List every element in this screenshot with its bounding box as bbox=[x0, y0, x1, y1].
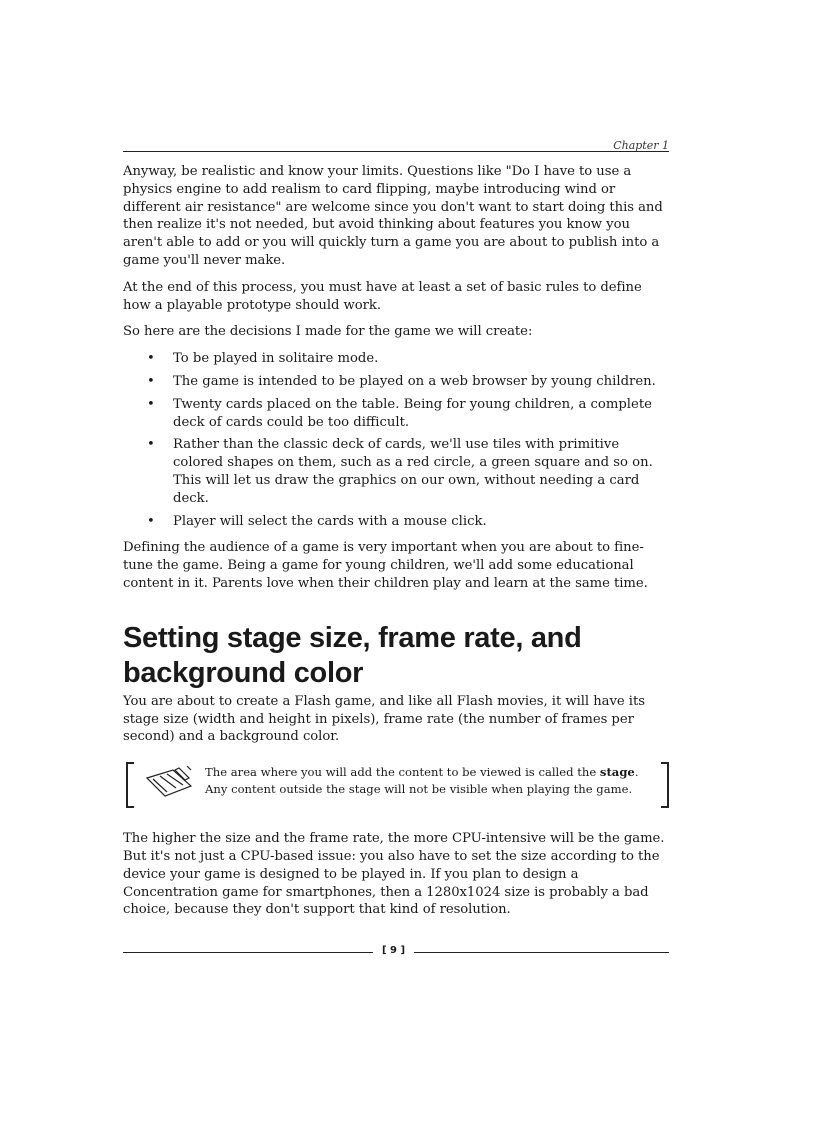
decisions-list bbox=[123, 350, 669, 530]
section-intro: You are about to create a Flash game, and like all Flash movies, it will have its stage size (width and height in pixels), frame rate (the number of frames per second) and a background color. bbox=[123, 693, 645, 745]
paragraph-basic-rules: At the end of this process, you must have at least a set of basic rules to define how a playable prototype should work. bbox=[123, 279, 642, 313]
bullet-icon: • bbox=[147, 373, 155, 389]
tip-line-1: The area where you will add the content to be viewed is called the stage. bbox=[205, 765, 639, 780]
note-icon bbox=[143, 764, 199, 800]
tip-line-2: Any content outside the stage will not be visible when playing the game. bbox=[205, 782, 633, 797]
tip-box bbox=[123, 762, 669, 814]
page-body bbox=[123, 163, 669, 928]
list-item: • Twenty cards placed on the table. Being for young children, a complete deck of cards could be too difficult. bbox=[147, 396, 652, 430]
bullet-icon: • bbox=[147, 437, 155, 453]
chapter-label: Chapter 1 bbox=[613, 139, 669, 152]
list-item: • Player will select the cards with a mouse click. bbox=[147, 513, 487, 529]
tip-text bbox=[205, 764, 639, 798]
list-item: • Rather than the classic deck of cards, we'll use tiles with primitive colored shapes on them, such as a red circle, a green square and so on. This will let us draw the graphics on our own, without needing a card deck. bbox=[147, 437, 653, 506]
bullet-icon: • bbox=[147, 513, 155, 529]
section-heading: Setting stage size, frame rate, and background color bbox=[123, 621, 582, 689]
bullet-icon: • bbox=[147, 396, 155, 412]
bullet-icon: • bbox=[147, 351, 155, 367]
paragraph-audience: Defining the audience of a game is very important when you are about to fine-tune the game. Being a game for young children, we'll add some educational content in it. Parents love when their children play and learn at the same time. bbox=[123, 540, 648, 591]
paragraph-decisions: So here are the decisions I made for the game we will create: bbox=[123, 324, 533, 340]
list-item: • The game is intended to be played on a web browser by young children. bbox=[147, 373, 656, 389]
tip-bracket-right bbox=[661, 762, 669, 808]
page-footer bbox=[123, 944, 669, 962]
page-number: [ 9 ] bbox=[381, 945, 406, 956]
tip-bracket-left bbox=[126, 762, 134, 808]
footer-rule-left bbox=[123, 952, 373, 953]
list-item: • To be played in solitaire mode. bbox=[147, 351, 379, 367]
paragraph-realism: Anyway, be realistic and know your limits. Questions like "Do I have to use a physics engine to add realism to card flipping, maybe introducing wind or different air resistance" are welcome since you don't want to start doing this and then realize it's not needed, but avoid thinking about features you know you aren't able to add or you will quickly turn a game you are about to publish into a game you'll never make. bbox=[123, 164, 663, 268]
paragraph-cpu: The higher the size and the frame rate, the more CPU-intensive will be the game. But it's not just a CPU-based issue: you also have to set the size according to the device your game is designed to be played in. If you plan to design a Concentration game for smartphones, then a 1280x1024 size is probably a bad choice, because they don't support that kind of resolution. bbox=[123, 831, 665, 918]
tip-bold-term: stage bbox=[599, 765, 635, 780]
footer-rule-right bbox=[414, 952, 669, 953]
running-header bbox=[123, 133, 669, 152]
